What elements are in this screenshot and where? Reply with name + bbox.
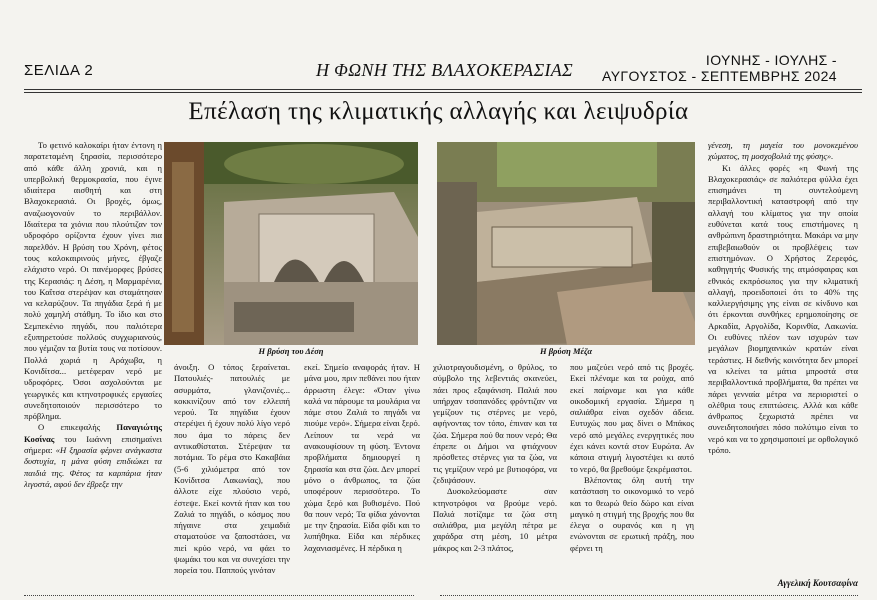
page-number: ΣΕΛΙΔΑ 2 bbox=[24, 62, 94, 79]
paragraph: άνοιξη. Ο τόπος ξεραίνεται. Πατουλιές- πατουλιές με ασυρμάτα, γλανιζονιές... κοκκινίζουν από τον ελλειπή νερού. Τα πηγάδια έχουν στερέψει ή έχουν πολύ λίγο νερό που άμα το πάρεις δεν αντικαθίσταται. Στέρεψαν τα ποτάμια. Το ρέμα στο Κακαβάια (5-6 χιλιόμετρα από τον Κονίδιτσα Λακωνίας), που άλλοτε είχε πλούσιο νερό, έστεψε. Εκεί κοντά ήταν και του Ζαλιά το πηγάδι, ο κόσμος που πήγαινε στα χειμαδιά σταματούσε να ξαποστάσει, να πιεί κρύο νερό, να φάει το ψωμάκι του και να συνεχίσει την πορεία του. Παππούς γινόταν bbox=[174, 362, 290, 576]
photo-caption: Η βρύση του Δέση bbox=[258, 346, 324, 356]
article-column-6 bbox=[708, 140, 858, 574]
paragraph: Δυσκολεύομαστε σαν κτηνοτρόφοι να βρούμε νερό. Παλιά ποτίζαμε τα ζώα στη σαλιάθρα, μια μεγάλη πέτρα με χαράδρα στη μέση, 10 μέτρα μάκρος και 2-3 πλάτος, bbox=[433, 486, 557, 553]
paragraph: Βλέποντας όλη αυτή την κατάσταση το οικονομικό το νερό και το θεωρώ θείο δώρο και είναι μαγικό η στιγμή της βροχής που θα έλεγα ο ουρανός και η γη ενώνονται σε ερωτική πράξη, που φέρνει τη bbox=[570, 474, 694, 553]
paragraph: Ο επικεφαλής Παναγιώτης Κοσίνας του Ιωάννη επισημαίνει σήμερα: «Η ξηρασία φέρνει ανάγκαστα δυστυχία, η μάνα φύση επιδιώκει τα παιδιά της. Φέτος τα καρπάρια ήταν λιγοστά, αφού δεν έβρεξε την bbox=[24, 422, 162, 489]
footer-divider-left bbox=[24, 595, 414, 596]
photo-fountain-desi bbox=[164, 142, 418, 345]
paragraph: εκεί. Σημείο αναφοράς ήταν. Η μάνα μου, πριν πεθάνει που ήταν άρρωστη έλεγε: «Όταν γίνω καλά να πάρουμε τα μουλάρια να πάμε στου Ζαλιά το πηγάδι να πιούμε νερό». Σήμερα είναι ξερό. Λείπουν τα νερά να ανακουφίσουν τη φύση. Έντονα προβλήματα δημιουργεί η ξηρασία και στα ζώα. Δεν μπορεί μόνο ο άνθρωπος, τα ζώα υποφέρουν περισσότερο. Το χώμα ξερό και βυθισμένο. Πού θα πουν νερό; Τα φίδια χάνονται με την ξηρασία. Είδα φίδι και το λυπήθηκα. Είδα και πέρδικες λαχανιασμένες. Η πέρδικα η bbox=[304, 362, 420, 553]
paragraph: Κι άλλες φορές «η Φωνή της Βλαχοκερασιάς» σε παλιότερα φύλλα έχει επισημάνει τη συντελούμενη περιβαλλοντική καταστροφή από την αλλαγή του κλίματος για την οποία ευθύνεται κατά τους επιστήμονες η ανθρώπινη δραστηριότητα. Μακάρι να μην επιβεβαιωθούν οι προβλέψεις των επιστημόνων. Ο Χρήστος Ζερεφός, καθηγητής Φυσικής της ατμόσφαιρας και εθνικός εκπρόσωπος για την κλιματική αλλαγή, προειδοποιεί ότι το 40% της καλλιεργήσιμης γης είναι σε κίνδυνο και ότι έρκονται συνθήκες ερημοποίησης σε Αρκαδία, Αργολίδα, Κορινθία, Λακωνία. Οι ευθύνες πλέον των ισχυρών των μεγάλων βιομηχανικών κρατών είναι τεράστιες. Η διεθνής κοινότητα δεν μπορεί να κλείνει τα μάτια μπροστά στα περιβαλλοντικά προβλήματα, θα πρέπει να πάρει γενναία μέτρα να περιοριστεί ο ολέθρια τους επιπτώσεις. Αλλά και κάθε άνθρωπος ξεχωριστά πρέπει να συνειδητοποιήσει πόσο πολύτιμο είναι το νερό και να το χρησιμοποιεί με ορθολογικό τρόπο. bbox=[708, 162, 858, 456]
issue-date-line1: ΙΟΥΝΗΣ - ΙΟΥΛΗΣ - bbox=[705, 52, 837, 68]
masthead-rule-thin bbox=[24, 92, 862, 93]
article-headline: Επέλαση της κλιματικής αλλαγής και λειψυδρία bbox=[188, 98, 689, 125]
article-column-1 bbox=[24, 140, 162, 592]
interviewee-name: Παναγιώτης Κοσίνας bbox=[24, 422, 162, 444]
masthead bbox=[0, 0, 877, 88]
article-column-5 bbox=[570, 362, 694, 592]
photo-fountain-meza bbox=[437, 142, 695, 345]
fountain-meza-image bbox=[437, 142, 695, 345]
article-column-3 bbox=[304, 362, 420, 592]
issue-date bbox=[602, 52, 837, 84]
article-column-4 bbox=[433, 362, 557, 592]
paragraph: χιλιοτραγουδισμένη, ο θρύλος, το σύμβολο της λεβεντιάς σκανεύει, πάει προς εξαφάνιση. Παλιά που υπήρχαν τσοπανόδες φρόντιζαν να γεμίζουν τις στέρνες με νερό, αφήνοντας τον τόπο, έπιναν και τα ζώα. Σήμερα πού θα πουν νερό; Θα έπρεπε οι Δήμοι να φτιάχνουν πρόσθετες στέρνες για τα ζώα, να τις γεμίζουν νερό με βυτιοφόρα, να ζεδιψάσουν. bbox=[433, 362, 557, 485]
author-signature: Αγγελική Κουτσαφίνα bbox=[777, 578, 858, 588]
newspaper-title: Η ΦΩΝΗ ΤΗΣ ΒΛΑΧΟΚΕΡΑΣΙΑΣ bbox=[316, 60, 574, 80]
article-column-2 bbox=[174, 362, 290, 592]
paragraph: Το φετινό καλοκαίρι ήταν έντονη η παρατεταμένη ξηρασία, περισσότερο από κάθε άλλη χρονιά, και η υπερβολική θερμοκρασία, που έγινε ιδιαίτερα αισθητή και στη Βλαχοκερασιά. Οι βροχές, όμως, αναζωογονούν το περιβάλλον. Ιδιαίτερα τα χιόνια που πλούτιζαν τον υδροφόρο ορίζοντα έχουν γίνει πια παρελθόν. Η βρύση του Χρόνη, φέτος τους καλοκαιρινούς μήνες, έβγαζε ελάχιστο νερό. Οι πανέμορφες βρύσες της Κερασιάς: η Δέση, η Μαρμαρένια, του Καΐτσα στερέψαν και σταμάτησαν να κελαρύζουν. Τα πηγάδια ξερά ή με πολύ χαμηλή στάθμη. Το ίδιο και στο Σεμπεκένιο πηγάδι, που παλιότερα εξυπηρετούσε πολλούς συγχωριανούς, που γέμιζαν τα βυτία τους να ποτίσουν. Πολλά χωριά η Αράχωβα, η Κονιδίτσα... μετέφεραν νερό με υδροφόρες. Όσοι ασχολούνται με γεωργικές και κτηνοτροφικές εργασίες συνεδητοποιούν περισσότερο το πρόβλημα. bbox=[24, 140, 162, 422]
fountain-desi-image bbox=[164, 142, 418, 345]
footer-divider-right bbox=[440, 595, 858, 596]
issue-date-line2: ΑΥΓΟΥΣΤΟΣ - ΣΕΠΤΕΜΒΡΗΣ 2024 bbox=[602, 68, 837, 84]
paragraph: που μαζεύει νερό από τις βροχές. Εκεί πλέναμε και τα ρούχα, από εκεί παίρναμε και για κάθε οικοδομική εργασία. Σήμερα η σαλιάθρα είναι σχεδόν άδεια. Ευτυχώς που μας δίνει ο Μπάκος νερό από μεγάλες ενεργητικές που έχει κάνει κοντά στον Ευρώτα. Αν κάποια στιγμή λιγοστέψει κι αυτό το νερό, θα βρεθούμε ξεκρέμαστοι. bbox=[570, 362, 694, 474]
masthead-rule bbox=[24, 89, 862, 90]
paragraph: γένεση, τη μαγεία του μονοκεμένου χώματος, τη μοσχοβολιά της φύσης». bbox=[708, 140, 858, 162]
photo-caption: Η βρύση Μέζα bbox=[539, 346, 593, 356]
